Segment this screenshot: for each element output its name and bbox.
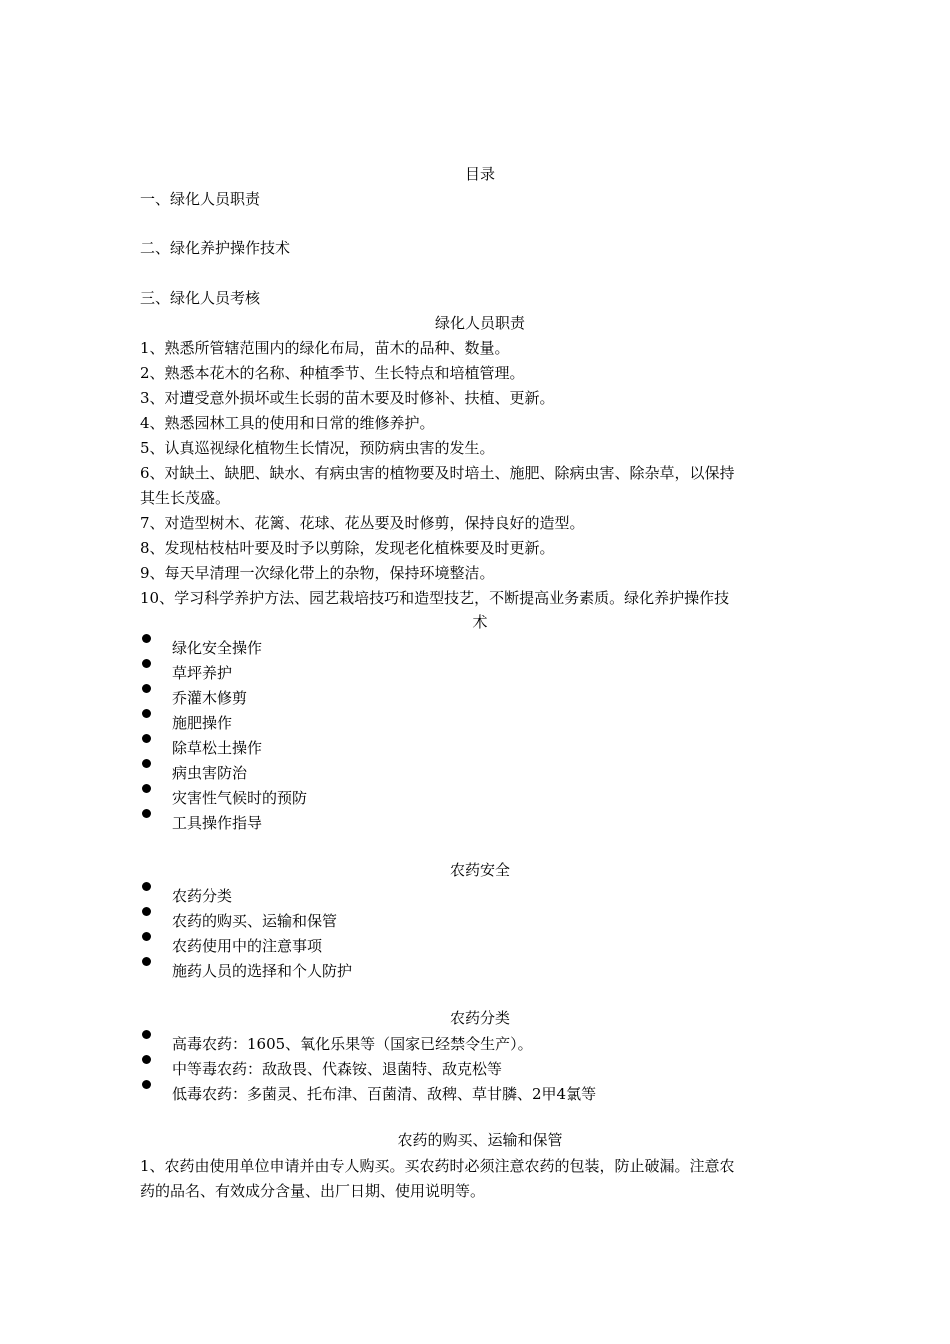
bullet-icon [142, 932, 151, 941]
section-heading: 农药的购买、运输和保管 [397, 1131, 563, 1149]
duty-item: 10、学习科学养护方法、园艺栽培技巧和造型技艺，不断提高业务素质。绿化养护操作技 [140, 589, 730, 607]
bullet-icon [142, 734, 151, 743]
bullet-icon [142, 882, 151, 891]
bullet-icon [142, 1055, 151, 1064]
bullet-icon [142, 1030, 151, 1039]
duty-item: 7、对造型树木、花篱、花球、花丛要及时修剪，保持良好的造型。 [140, 514, 585, 532]
bullet-icon [142, 709, 151, 718]
toc-item: 二、绿化养护操作技术 [140, 239, 291, 257]
section-heading: 农药安全 [449, 861, 510, 879]
duty-item: 9、每天早清理一次绿化带上的杂物，保持环境整洁。 [140, 564, 495, 582]
toc-item: 三、绿化人员考核 [140, 289, 261, 307]
duty-item: 1、熟悉所管辖范围内的绿化布局，苗木的品种、数量。 [140, 339, 510, 357]
bullet-icon [142, 659, 151, 668]
bullet-icon [142, 784, 151, 793]
wrapped-heading-tail: 术 [472, 613, 488, 631]
bullet-icon [142, 634, 151, 643]
bullet-icon [142, 1080, 151, 1089]
duty-item: 3、对遭受意外损坏或生长弱的苗木要及时修补、扶植、更新。 [140, 389, 555, 407]
duty-item: 4、熟悉园林工具的使用和日常的维修养护。 [140, 414, 435, 432]
paragraph-line: 1、农药由使用单位申请并由专人购买。买农药时必须注意农药的包装，防止破漏。注意农 [140, 1157, 735, 1175]
duty-item: 6、对缺土、缺肥、缺水、有病虫害的植物要及时培土、施肥、除病虫害、除杂草，以保持 [140, 464, 735, 482]
paragraph-line: 药的品名、有效成分含量、出厂日期、使用说明等。 [140, 1182, 486, 1200]
duty-item: 2、熟悉本花木的名称、种植季节、生长特点和培植管理。 [140, 364, 525, 382]
bullet-icon [142, 957, 151, 966]
duty-item: 8、发现枯枝枯叶要及时予以剪除，发现老化植株要及时更新。 [140, 539, 555, 557]
section-heading: 农药分类 [449, 1009, 510, 1027]
bullet-icon [142, 907, 151, 916]
duty-item: 其生长茂盛。 [140, 489, 231, 507]
duty-item: 5、认真巡视绿化植物生长情况，预防病虫害的发生。 [140, 439, 495, 457]
bullet-icon [142, 759, 151, 768]
bullet-icon [142, 809, 151, 818]
toc-item: 一、绿化人员职责 [140, 190, 261, 208]
toc-title: 目录 [464, 165, 495, 183]
bullet-icon [142, 684, 151, 693]
duties-heading: 绿化人员职责 [434, 314, 525, 332]
